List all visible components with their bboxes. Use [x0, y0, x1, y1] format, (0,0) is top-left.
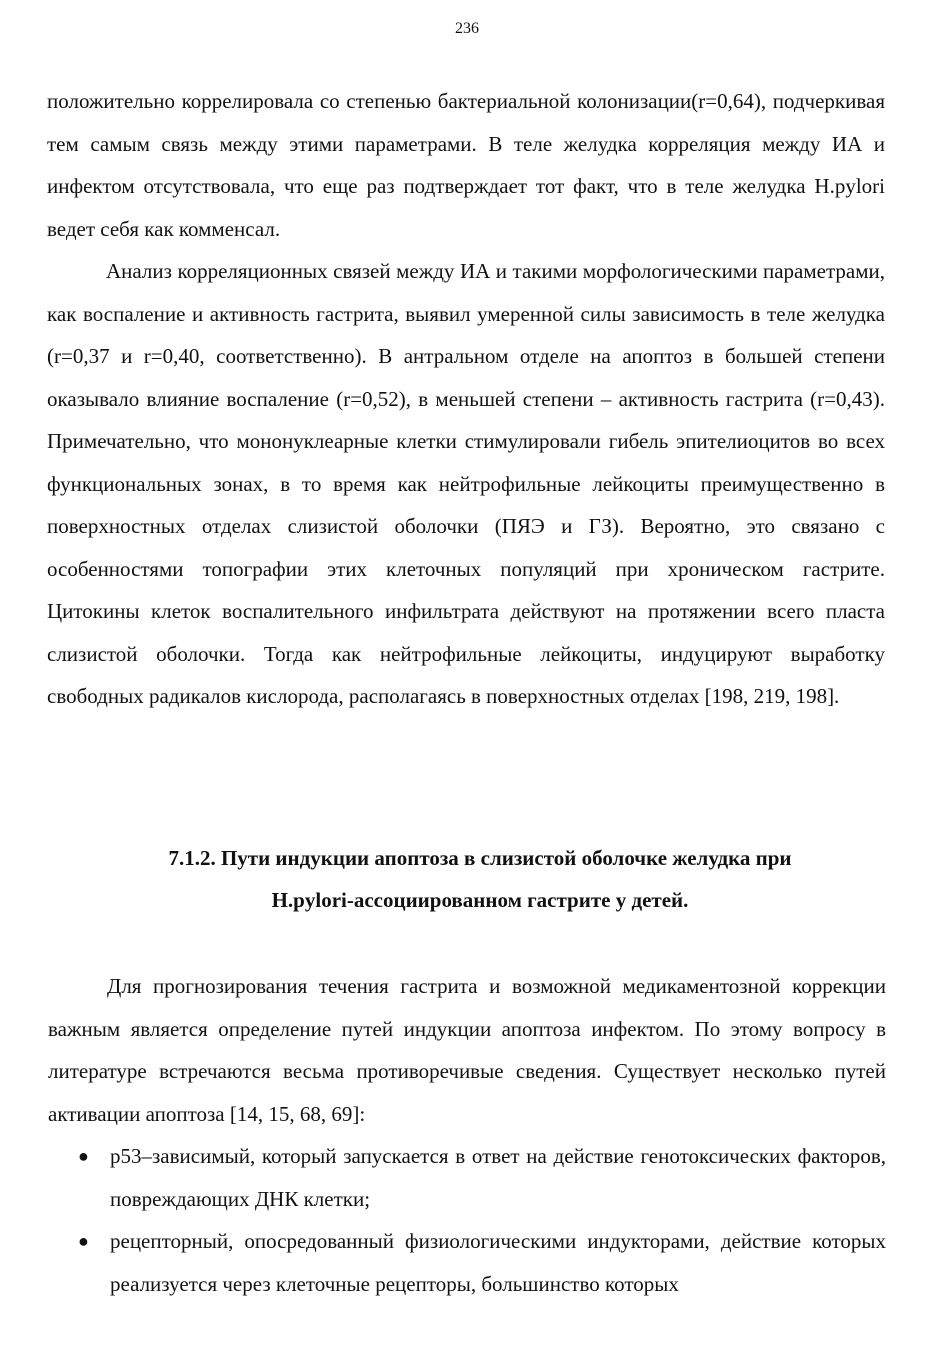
list-item [48, 1220, 886, 1305]
paragraph-correlation-analysis: Анализ корреляционных связей между ИА и такими морфологическими параметрами, как воспаление и активность гастрита, выявил умеренной силы зависимость в теле желудка (r=0,37 и r=0,40, соответственно). В антральном отделе на апоптоз в большей степени оказывало влияние воспаление (r=0,52), в меньшей степени – активность гастрита (r=0,43). Примечательно, что мононуклеарные клетки стимулировали гибель эпителиоцитов во всех функциональных зонах, в то время как нейтрофильные лейкоциты преимущественно в поверхностных отделах слизистой оболочки (ПЯЭ и ГЗ). Вероятно, это связано с особенностями топографии этих клеточных популяций при хроническом гастрите. Цитокины клеток воспалительного инфильтрата действуют на протяжении всего пласта слизистой оболочки. Тогда как нейтрофильные лейкоциты, индуцируют выработку свободных радикалов кислорода, располагаясь в поверхностных отделах [198, 219, 198]. [47, 259, 885, 708]
section-heading-line-2: H.pylori-ассоциированном гастрите у детей. [271, 888, 689, 912]
paragraph-apoptosis-pathways: Для прогнозирования течения гастрита и возможной медикаментозной коррекции важным является определение путей индукции апоптоза инфектом. По этому вопросу в литературе встречаются весьма противоречивые сведения. Существует несколько путей активации апоптоза [14, 15, 68, 69]: [48, 974, 886, 1126]
section-heading-line-1: 7.1.2. Пути индукции апоптоза в слизистой оболочке желудка при [168, 846, 792, 870]
bullet-icon: ● [78, 1146, 89, 1166]
page-number: 236 [455, 20, 479, 37]
bullet-list [48, 1135, 886, 1305]
body-text-top [47, 80, 885, 718]
paragraph-continuation: положительно коррелировала со степенью бактериальной колонизации(r=0,64), подчеркивая тем самым связь между этими параметрами. В теле желудка корреляция между ИА и инфектом отсутствовала, что еще раз подтверждает тот факт, что в теле желудка H.pylori ведет себя как комменсал. [47, 89, 885, 241]
body-text-bottom [48, 965, 886, 1305]
bullet-icon: ● [78, 1231, 89, 1251]
section-heading [80, 837, 880, 921]
list-item-text: рецепторный, опосредованный физиологическими индукторами, действие которых реализуется через клеточные рецепторы, большинство которых [110, 1229, 886, 1296]
list-item [48, 1135, 886, 1220]
list-item-text: p53–зависимый, который запускается в ответ на действие генотоксических факторов, повреждающих ДНК клетки; [110, 1144, 886, 1211]
